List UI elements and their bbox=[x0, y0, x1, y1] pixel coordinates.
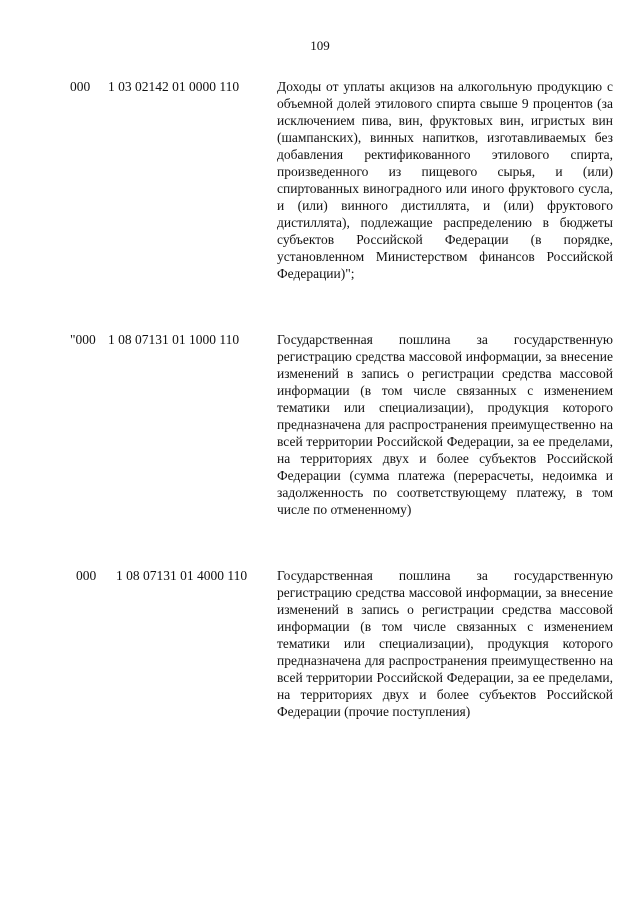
kbk-code: 1 03 02142 01 0000 110 bbox=[108, 79, 240, 94]
admin-code: "000 bbox=[70, 332, 96, 347]
revenue-description: Доходы от уплаты акцизов на алкогольную продукцию с объемной долей этилового спирта свыше 9 процентов (за исключением пива, вин, фруктовых вин, игристых вин (шампанских), винных напитков, изготавливаемых без добавления ректификованного этилового спирта, произведенного из пищевого сырья, и (или) спиртованных виноградного или иного фруктового сусла, и (или) винного дистиллята, и (или) фруктового дистиллята), подлежащие распределению в бюджеты субъектов Российской Федерации (в порядке, установленном Министерством финансов Российской Федерации)"; bbox=[277, 79, 613, 281]
kbk-code: 1 08 07131 01 4000 110 bbox=[116, 568, 248, 583]
kbk-code: 1 08 07131 01 1000 110 bbox=[108, 332, 240, 347]
revenue-description: Государственная пошлина за государственную регистрацию средства массовой информации, за внесение изменений в запись о регистрации средства массовой информации (в том числе связанных с изменением тематики или специализации), продукция которого предназначена для распространения преимущественно на всей территории Российской Федерации, за ее пределами, на территориях двух и более субъектов Российской Федерации (сумма платежа (перерасчеты, недоимка и задолженность по соответствующему платежу, в том числе по отмененному) bbox=[277, 332, 613, 517]
page-number: 109 bbox=[310, 38, 330, 53]
admin-code: 000 bbox=[76, 568, 97, 583]
revenue-description: Государственная пошлина за государственную регистрацию средства массовой информации, за внесение изменений в запись о регистрации средства массовой информации (в том числе связанных с изменением тематики или специализации), продукция которого предназначена для распространения преимущественно на всей территории Российской Федерации, за ее пределами, на территориях двух и более субъектов Российской Федерации (прочие поступления) bbox=[277, 568, 613, 719]
admin-code: 000 bbox=[70, 79, 91, 94]
